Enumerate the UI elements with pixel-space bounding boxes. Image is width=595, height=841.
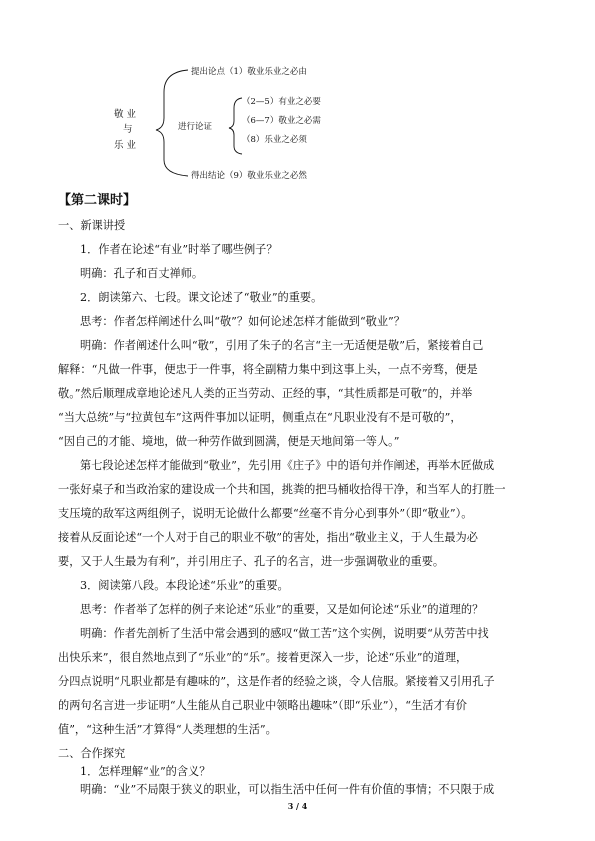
diagram-top: 提出论点（1）敬业乐业之必由 [191,67,307,77]
text-line: 2．朗读第六、七段。课文论述了“敬业”的重要。 [80,291,323,304]
text-line: 敬。”然后顺理成章地论述凡人类的正当劳动、正经的事，“其性质都是可敬”的，并举 [58,387,473,400]
text-line: 二、合作探究 [58,747,126,760]
text-line: 思考：作者怎样阐述什么叫“敬”？如何论述怎样才能做到“敬业”？ [80,315,405,328]
text-line: 出快乐来”，很自然地点到了“乐业”的“乐”。接着更深入一步，论述“乐业”的道理， [58,651,468,664]
sub-brace [229,98,242,154]
diagram-sub-3: （8）乐业之必须 [242,135,307,145]
text-line: 一张好桌子和当政治家的建设成一个共和国，挑粪的把马桶收拾得干净，和当军人的打胜一 [58,483,506,496]
page-number: 3 / 4 [287,801,308,811]
text-line: 明确：作者先剖析了生活中常会遇到的感叹“做工苦”这个实例，说明要“从劳苦中找 [80,627,489,640]
text-line: 分四点说明“凡职业都是有趣味的”，这是作者的经验之谈，令人信服。紧接着又引用孔子 [58,675,495,688]
text-line: 值”，“这种生活”才算得“人类理想的生活”。 [58,723,277,736]
diagram-bottom: 得出结论（9）敬业乐业之必然 [191,171,307,181]
diagram-title-2: 与 [123,124,133,135]
text-line: 要，又于人生最为有利”，并引用庄子、孔子的名言，进一步强调敬业的重要。 [58,555,445,568]
text-line: 第七段论述怎样才能做到“敬业”，先引用《庄子》中的语句并作阐述，再举木匠做成 [80,459,495,472]
diagram-title-3: 乐 业 [114,140,137,151]
text-line: 3．阅读第八段。本段论述“乐业”的重要。 [80,579,289,592]
text-line: 明确：“业”不局限于狭义的职业，可以指生活中任何一件有价值的事情；不只限于成 [80,783,495,796]
brace-lines [0,0,595,190]
text-line: 1．怎样理解“业”的含义？ [80,765,211,778]
diagram-middle: 进行论证 [178,122,213,132]
structure-diagram [0,0,595,190]
text-line: 解释：“凡做一件事，便忠于一件事，将全副精力集中到这事上头，一点不旁骛，便是 [58,363,478,376]
text-line: “因自己的才能、境地，做一种劳作做到圆满，便是天地间第一等人。” [58,435,400,448]
text-line: 一、新课讲授 [58,219,126,232]
text-line: “当大总统”与“拉黄包车”这两件事加以证明，侧重点在“凡职业没有不是可敬的”， [58,411,462,424]
text-line: 明确：作者阐述什么叫“敬”，引用了朱子的名言“主一无适便是敬”后，紧接着自己 [80,339,484,352]
text-line: 支压境的敌军这两组例子，说明无论做什么都要“丝毫不肯分心到事外”（即“敬业”）。 [58,507,473,520]
diagram-sub-2: （6—7）敬业之必需 [242,116,321,126]
text-line: 1．作者在论述“有业”时举了哪些例子？ [80,243,278,256]
text-line: 的两句名言进一步证明“人生能从自己职业中领略出趣味”（即“乐业”），“生活才有价 [58,699,467,712]
diagram-sub-1: （2—5）有业之必要 [242,97,321,107]
text-line: 思考：作者举了怎样的例子来论述“乐业”的重要，又是如何论述“乐业”的道理的？ [80,603,484,616]
text-line: 明确：孔子和百丈禅师。 [80,267,204,280]
section-heading: 【第二课时】 [58,193,137,208]
diagram-title-1: 敬 业 [114,109,137,120]
text-line: 接着从反面论述“一个人对于自己的职业不敬”的害处，指出“敬业主义，于人生最为必 [58,531,478,544]
